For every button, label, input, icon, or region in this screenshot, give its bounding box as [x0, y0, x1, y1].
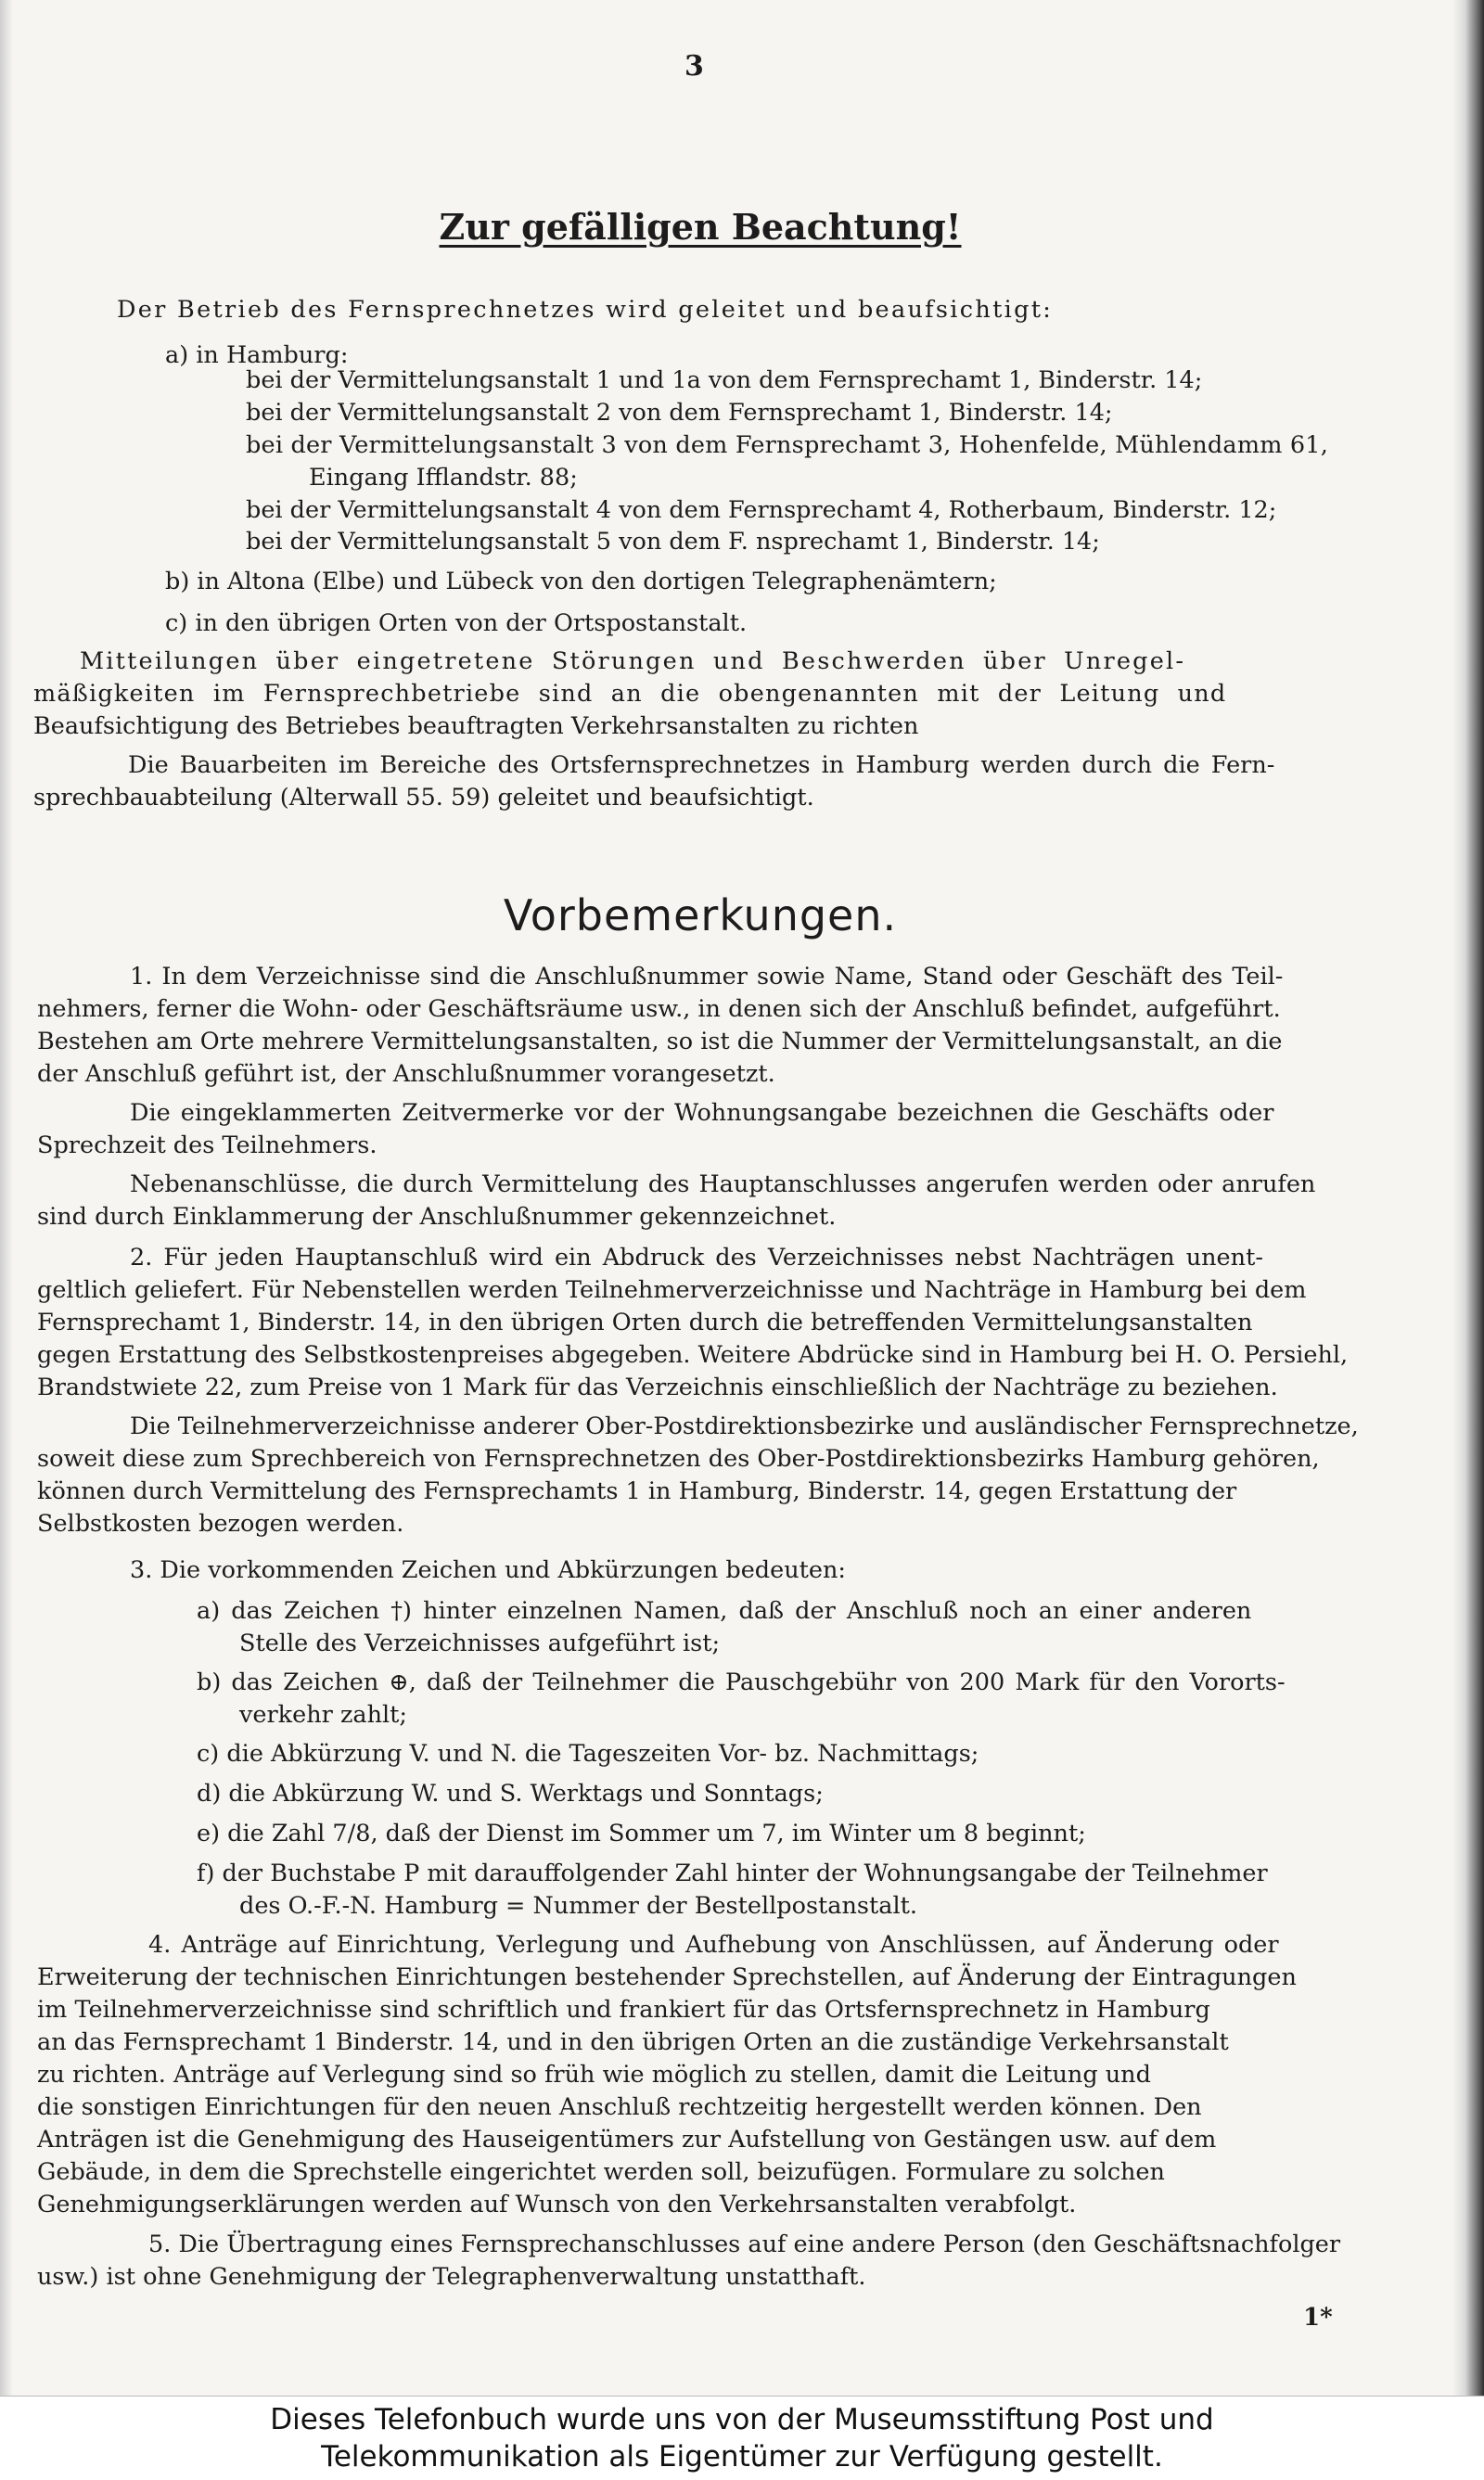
- remark-line: 1. In dem Verzeichnisse sind die Anschlußnummer sowie Name, Stand oder Geschäft des Teil-: [130, 963, 1284, 991]
- section-title: Vorbemerkungen.: [503, 890, 898, 940]
- remark-line: Erweiterung der technischen Einrichtungen bestehender Sprechstellen, auf Änderung der Eintragungen: [37, 1963, 1297, 1991]
- footer-line-2: Telekommunikation als Eigentümer zur Verfügung gestellt.: [321, 2440, 1163, 2474]
- remark-line: e) die Zahl 7/8, daß der Dienst im Sommer um 7, im Winter um 8 beginnt;: [197, 1820, 1086, 1847]
- page-title: [0, 206, 1401, 248]
- remark-line: Gebäude, in dem die Sprechstelle eingerichtet werden soll, beizufügen. Formulare zu solchen: [37, 2158, 1165, 2186]
- remark-line: der Anschluß geführt ist, der Anschlußnummer vorangesetzt.: [37, 1060, 775, 1088]
- remark-line: Fernsprechamt 1, Binderstr. 14, in den übrigen Orten durch die betreffenden Vermittelungsanstalten: [37, 1309, 1253, 1336]
- notice-line: sprechbauabteilung (Alterwall 55. 59) geleitet und beaufsichtigt.: [33, 784, 814, 812]
- notice-line: bei der Vermittelungsanstalt 5 von dem F. nsprechamt 1, Binderstr. 14;: [246, 528, 1100, 556]
- remark-line: verkehr zahlt;: [239, 1701, 408, 1729]
- remark-line: Anträgen ist die Genehmigung des Hauseigentümers zur Aufstellung von Gestängen usw. auf dem: [37, 2126, 1217, 2154]
- notice-line: Mitteilungen über eingetretene Störungen und Beschwerden über Unregel-: [80, 647, 1186, 675]
- page-left-shadow: [0, 0, 13, 2396]
- notice-line: bei der Vermittelungsanstalt 1 und 1a von dem Fernsprechamt 1, Binderstr. 14;: [246, 366, 1203, 394]
- remark-line: nehmers, ferner die Wohn- oder Geschäftsräume usw., in denen sich der Anschluß befindet, aufgeführt.: [37, 995, 1281, 1023]
- signature-mark: 1*: [1303, 2304, 1333, 2332]
- remark-line: 3. Die vorkommenden Zeichen und Abkürzungen bedeuten:: [130, 1556, 846, 1584]
- remark-line: gegen Erstattung des Selbstkostenpreises abgegeben. Weitere Abdrücke sind in Hamburg bei H. O. Persiehl,: [37, 1341, 1349, 1369]
- remark-line: usw.) ist ohne Genehmigung der Telegraphenverwaltung unstatthaft.: [37, 2263, 866, 2291]
- remark-line: Genehmigungserklärungen werden auf Wunsch von den Verkehrsanstalten verabfolgt.: [37, 2191, 1077, 2218]
- notice-line: b) in Altona (Elbe) und Lübeck von den dortigen Telegraphenämtern;: [165, 568, 997, 595]
- notice-line: Eingang Ifflandstr. 88;: [309, 464, 578, 492]
- remark-line: b) das Zeichen ⊕, daß der Teilnehmer die Pauschgebühr von 200 Mark für den Vororts-: [197, 1668, 1286, 1696]
- notice-line: bei der Vermittelungsanstalt 2 von dem Fernsprechamt 1, Binderstr. 14;: [246, 399, 1113, 427]
- remark-line: sind durch Einklammerung der Anschlußnummer gekennzeichnet.: [37, 1203, 837, 1231]
- remark-line: a) das Zeichen †) hinter einzelnen Namen, daß der Anschluß noch an einer anderen: [197, 1597, 1252, 1625]
- remark-line: des O.-F.-N. Hamburg = Nummer der Bestellpostanstalt.: [239, 1892, 917, 1920]
- remark-line: 2. Für jeden Hauptanschluß wird ein Abdruck des Verzeichnisses nebst Nachträgen unent-: [130, 1244, 1263, 1272]
- remark-line: Stelle des Verzeichnisses aufgeführt ist;: [239, 1630, 721, 1657]
- remark-line: Bestehen am Orte mehrere Vermittelungsanstalten, so ist die Nummer der Vermittelungsanstalt, an die: [37, 1028, 1283, 1055]
- notice-line: mäßigkeiten im Fernsprechbetriebe sind an die obengenannten mit der Leitung und: [33, 680, 1227, 708]
- page-title-text: Zur gefälligen Beachtung!: [439, 206, 962, 248]
- remark-line: im Teilnehmerverzeichnisse sind schriftlich und frankiert für das Ortsfernsprechnetz in Hamburg: [37, 1996, 1210, 2024]
- page-right-edge-shadow: [1452, 0, 1484, 2396]
- notice-line: c) in den übrigen Orten von der Ortspostanstalt.: [165, 609, 748, 637]
- remark-line: Selbstkosten bezogen werden.: [37, 1510, 404, 1538]
- remark-line: 4. Anträge auf Einrichtung, Verlegung und Aufhebung von Anschlüssen, auf Änderung oder: [148, 1931, 1279, 1959]
- remark-line: geltlich geliefert. Für Nebenstellen werden Teilnehmerverzeichnisse und Nachträge in Hamburg bei dem: [37, 1276, 1307, 1304]
- remark-line: f) der Buchstabe P mit darauffolgender Zahl hinter der Wohnungsangabe der Teilnehmer: [197, 1860, 1268, 1887]
- footer-notice: [0, 2396, 1484, 2480]
- notice-line: a) in Hamburg:: [165, 341, 349, 369]
- notice-line: bei der Vermittelungsanstalt 3 von dem Fernsprechamt 3, Hohenfelde, Mühlendamm 61,: [246, 431, 1329, 459]
- notice-line: Der Betrieb des Fernsprechnetzes wird geleitet und beaufsichtigt:: [117, 296, 1054, 324]
- notice-line: bei der Vermittelungsanstalt 4 von dem Fernsprechamt 4, Rotherbaum, Binderstr. 12;: [246, 496, 1277, 524]
- remark-line: Die Teilnehmerverzeichnisse anderer Ober-Postdirektionsbezirke und ausländischer Fernsprechnetze,: [130, 1413, 1359, 1440]
- remark-line: zu richten. Anträge auf Verlegung sind so früh wie möglich zu stellen, damit die Leitung und: [37, 2061, 1151, 2089]
- page-number: 3: [684, 50, 704, 83]
- remark-line: an das Fernsprechamt 1 Binderstr. 14, und in den übrigen Orten an die zuständige Verkehrsanstalt: [37, 2028, 1229, 2056]
- footer-line-1: Dieses Telefonbuch wurde uns von der Museumsstiftung Post und: [270, 2403, 1214, 2436]
- notice-line: Beaufsichtigung des Betriebes beauftragten Verkehrsanstalten zu richten: [33, 712, 919, 740]
- remark-line: Nebenanschlüsse, die durch Vermittelung des Hauptanschlusses angerufen werden oder anrufen: [130, 1170, 1316, 1198]
- remark-line: können durch Vermittelung des Fernsprechamts 1 in Hamburg, Binderstr. 14, gegen Erstattung der: [37, 1477, 1237, 1505]
- notice-line: Die Bauarbeiten im Bereiche des Ortsfernsprechnetzes in Hamburg werden durch die Fern-: [128, 751, 1275, 779]
- remark-line: d) die Abkürzung W. und S. Werktags und Sonntags;: [197, 1780, 824, 1808]
- remark-line: Brandstwiete 22, zum Preise von 1 Mark für das Verzeichnis einschließlich der Nachträge zu beziehen.: [37, 1374, 1278, 1401]
- remark-line: Sprechzeit des Teilnehmers.: [37, 1131, 377, 1159]
- remark-line: die sonstigen Einrichtungen für den neuen Anschluß rechtzeitig hergestellt werden können. Den: [37, 2093, 1202, 2121]
- remark-line: soweit diese zum Sprechbereich von Fernsprechnetzen des Ober-Postdirektionsbezirks Hamburg gehören,: [37, 1445, 1320, 1473]
- remark-line: c) die Abkürzung V. und N. die Tageszeiten Vor- bz. Nachmittags;: [197, 1740, 979, 1768]
- remark-line: Die eingeklammerten Zeitvermerke vor der Wohnungsangabe bezeichnen die Geschäfts oder: [130, 1099, 1274, 1127]
- remark-line: 5. Die Übertragung eines Fernsprechanschlusses auf eine andere Person (den Geschäftsnachfolger: [148, 2231, 1341, 2258]
